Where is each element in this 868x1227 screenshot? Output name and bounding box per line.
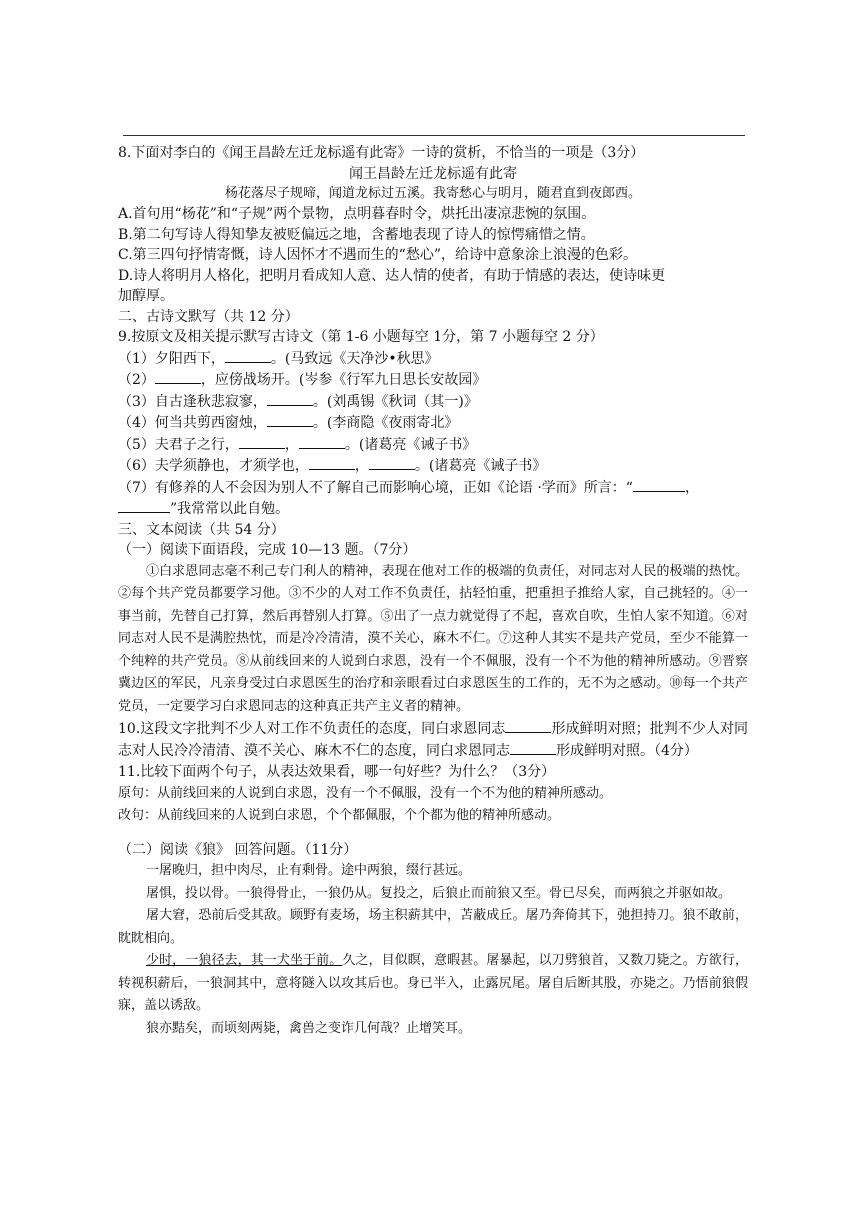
item-text: （5）夫君子之行， <box>118 436 239 453</box>
answer-blank[interactable] <box>267 412 313 427</box>
item-source: 。(刘禹锡《秋词（其一)》 <box>312 393 478 410</box>
option-b: B.第二句写诗人得知挚友被贬偏远之地，含蓄地表现了诗人的惊愕痛惜之情。 <box>118 226 595 243</box>
option-d-line1: D.诗人将明月人格化，把明月看成知人意、达人情的使者，有助于情感的表达，使诗味更 <box>118 267 666 284</box>
wolf-paragraph-5: 狼亦黠矣，而顷刻两毙，禽兽之变诈几何哉？止增笑耳。 <box>146 1020 472 1036</box>
answer-blank[interactable] <box>155 369 201 384</box>
q10-stem <box>118 718 748 762</box>
item-source: ，应傍战场开。(岑参《行军九日思长安故园》 <box>200 372 487 388</box>
q9-item-7-line2 <box>118 498 748 520</box>
item-text: （1）夕阳西下， <box>118 350 225 367</box>
exam-page <box>118 143 748 1040</box>
part-1-heading: （一）阅读下面语段，完成 10—13 题。（7分） <box>118 542 417 558</box>
item-text: （2） <box>118 372 155 388</box>
part-2-heading: （二）阅读《狼》 回答问题。（11分） <box>118 841 358 858</box>
q10-text: 形成鲜明对照；批判 <box>551 721 678 737</box>
item-source: 。(马致远《天净沙•秋思》 <box>270 350 439 367</box>
bethune-passage: ①白求恩同志毫不利己专门利人的精神，表现在他对工作的极端的负责任，对同志对人民的极端的热忱。②每个共产党员都要学习他。③不少的人对工作不负责任，拈轻怕重，把重担子推给人家，自己挑轻的。④一事当前，先替自己打算，然后再替别人打算。⑤出了一点力就觉得了不起，喜欢自吹，生怕人家不知道。⑥对同志对人民不是满腔热忱，而是冷冷清清，漠不关心，麻木不仁。⑦这种人其实不是共产党员，至少不能算一个纯粹的共产党员。⑧从前线回来的人说到白求恩，没有一个不佩服，没有一个不为他的精神所感动。⑨晋察冀边区的军民，凡亲身受过白求恩医生的治疗和亲眼看过白求恩医生的工作的，无不为之感动。⑩每一个共产党员，一定要学习白求恩同志的这种真正共产主义者的精神。 <box>118 563 748 714</box>
wolf-paragraph-4 <box>118 950 748 1018</box>
modified-sentence: 改句：从前线回来的人说到白求恩，个个都佩服，个个都为他的精神所感动。 <box>118 808 561 823</box>
q9-item-4 <box>118 412 748 434</box>
poem-title: 闻王昌龄左迁龙标遥有此寄 <box>349 165 517 182</box>
answer-blank[interactable] <box>299 434 345 449</box>
underlined-sentence: 少时，一狼径去，其一犬坐于前。 <box>146 953 343 968</box>
q10-text: 形成鲜 <box>556 743 598 759</box>
item-text: （3）自古逢秋悲寂寥， <box>118 393 267 410</box>
answer-blank[interactable] <box>239 434 285 449</box>
item-sep: ， <box>354 458 369 474</box>
answer-blank[interactable] <box>309 455 355 470</box>
wolf-paragraph-3: 屠大窘，恐前后受其敌。顾野有麦场，场主积薪其中，苫蔽成丘。屠乃奔倚其下，弛担持刀。狼不敢前，眈眈相向。 <box>118 908 748 946</box>
section-2-heading: 二、古诗文默写（共 12 分） <box>118 308 299 325</box>
item-text: （6）夫学须静也，才须学也， <box>118 458 309 474</box>
option-d-line2: 加醇厚。 <box>118 288 174 304</box>
item-sep: ， <box>284 436 299 453</box>
q8-stem: 8.下面对李白的《闻王昌龄左迁龙标遥有此寄》一诗的赏析，不恰当的一项是（3分） <box>118 145 645 161</box>
item-text: （7）有修养的人不会因为别人不了解自己而影响心境，正如《论语 ·学而》所言：“ <box>118 479 633 496</box>
item-text: （4）何当共剪西窗烛， <box>118 415 267 431</box>
answer-blank[interactable] <box>633 477 685 492</box>
paragraph-text: 久之，目似瞑，意暇甚。屠暴起，以刀劈狼首，又数刀毙之。方欲行，转视积薪后，一狼洞其中，意将隧入以攻其后也。身已半入，止露尻尾。屠自后断其股，亦毙之。乃悟前狼假寐，盖以诱敌。 <box>118 953 748 1013</box>
answer-blank[interactable] <box>225 348 271 363</box>
q10-text: 明对照。（4分） <box>598 743 698 759</box>
header-rule <box>123 135 745 136</box>
q9-item-2 <box>118 369 748 391</box>
item-source: 。(诸葛亮《诫子书》 <box>344 436 477 453</box>
answer-blank[interactable] <box>369 455 415 470</box>
answer-blank[interactable] <box>118 498 170 513</box>
q9-item-6 <box>118 455 748 477</box>
q10-text: 不少人对同志对人民冷冷清清、漠不关心、麻木不仁的态度，同白求恩同志 <box>118 721 749 759</box>
answer-blank[interactable] <box>267 391 313 406</box>
spacer <box>118 828 748 840</box>
q10-text: 10.这段文字批判不少人对工作不负责任的态度，同白求恩同志 <box>118 721 506 737</box>
section-3-heading: 三、文本阅读（共 54 分） <box>118 521 285 538</box>
answer-blank[interactable] <box>510 740 556 755</box>
item-source: 。(李商隐《夜雨寄北》 <box>312 415 459 431</box>
option-c: C.第三四句抒情寄慨，诗人因怀才不遇而生的“愁心”，给诗中意象涂上浪漫的色彩。 <box>118 247 637 263</box>
option-a: A.首句用“杨花”和“子规”两个景物，点明暮春时令，烘托出凄凉悲惋的氛围。 <box>118 206 596 222</box>
wolf-paragraph-2: 屠惧，投以骨。一狼得骨止，一狼仍从。复投之，后狼止而前狼又至。骨已尽矣，而两狼之并驱如故。 <box>146 885 732 901</box>
poem-text: 杨花落尽子规啼，闻道龙标过五溪。我寄愁心与明月，随君直到夜郎西。 <box>224 186 641 201</box>
q9-item-1 <box>118 348 748 370</box>
q9-item-7-line1 <box>118 477 748 499</box>
wolf-paragraph-1: 一屠晚归，担中肉尽，止有剩骨。途中两狼，缀行甚远。 <box>146 863 472 878</box>
answer-blank[interactable] <box>505 718 551 733</box>
q9-item-3 <box>118 391 748 413</box>
original-sentence: 原句：从前线回来的人说到白求恩，没有一个不佩服，没有一个不为他的精神所感动。 <box>118 785 613 801</box>
q9-item-5 <box>118 434 748 456</box>
item-sep: ， <box>684 479 699 496</box>
item-source: 。(诸葛亮《诫子书》 <box>414 458 547 474</box>
q11-stem: 11.比较下面两个句子，从表达效果看，哪一句好些？为什么？（3分） <box>118 764 556 780</box>
q9-stem: 9.按原文及相关提示默写古诗文（第 1-6 小题每空 1分，第 7 小题每空 2 分） <box>118 329 604 345</box>
item-text: ”我常常以此自勉。 <box>170 501 290 517</box>
